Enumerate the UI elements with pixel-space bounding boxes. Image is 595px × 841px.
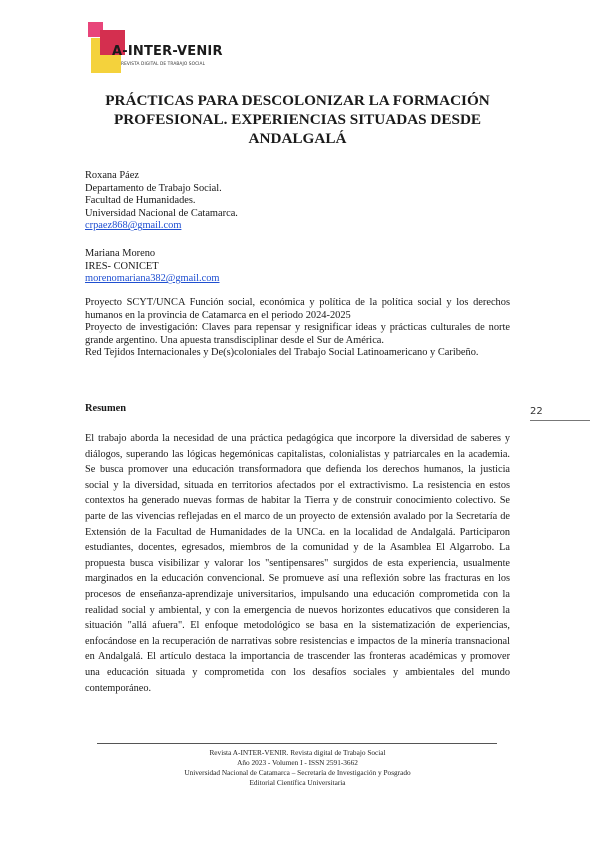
footer-line-publisher: Editorial Científica Universitaria bbox=[249, 778, 346, 787]
project-item: Red Tejidos Internacionales y De(s)coloniales del Trabajo Social Latinoamericano y Caribeño. bbox=[85, 347, 479, 359]
author-name: Mariana Moreno bbox=[85, 248, 156, 259]
author-affiliation: IRES- CONICET bbox=[85, 260, 159, 272]
title-line-2: PROFESIONAL. EXPERIENCIAS SITUADAS DESDE bbox=[113, 111, 482, 128]
abstract-heading: Resumen bbox=[85, 403, 126, 414]
project-item: Proyecto SCYT/UNCA Función social, económica y política de la política social y los derechos humanos en la provincia de Catamarca en el periodo 2024-2025 bbox=[85, 297, 510, 321]
author-affiliation: Facultad de Humanidades. bbox=[85, 195, 196, 207]
projects-block bbox=[85, 297, 510, 360]
author-email-link[interactable]: morenomariana382@gmail.com bbox=[85, 273, 220, 285]
journal-logo bbox=[88, 22, 223, 74]
author-block-2 bbox=[85, 248, 510, 286]
project-item: Proyecto de investigación: Claves para repensar y resignificar ideas y prácticas culturales de norte grande argentino. Una apuesta transdisciplinar desde el Sur de América. bbox=[85, 322, 510, 346]
abstract-body: El trabajo aborda la necesidad de una práctica pedagógica que incorpore la diversidad de saberes y diálogos, superando las lógicas hegemónicas capitalistas, colonialistas y patriarcales en la academia. Se busca promover una educación transformadora que defienda los derechos humanos, la justicia social y la diversidad, situada en territorios afectados por el extractivismo. La resistencia en estos contextos ha generado nuevas formas de habitar la Tierra y de construir conocimiento colectivo. Se parte de las vivencias reflejadas en el marco de un proyecto de extensión avalado por la Secretaría de Extensión de la Facultad de Humanidades de la UNCa. en la localidad de Andalgalá. Participaron estudiantes, docentes, egresados, miembros de la comunidad y de la Asamblea El Algarrobo. La propuesta busca visibilizar y valorar los "sentipensares" surgidos de esta experiencia, usualmente marginados en la educación convencional. Se promueve así una reflexión sobre las fracturas en los procesos de enseñanza-aprendizaje universitarios, impulsando una educación comprometida con la realidad social y ambiental, y con la emergencia de nuevos horizontes educativos que consideren la situación "allá afuera". El enfoque metodológico se basa en la sistematización de experiencias, enfocándose en la recuperación de narrativas sobre resistencias e impactos de la minería transnacional en Andalgalá. El artículo destaca la importancia de trascender las fronteras académicas y promover una educación situada y comprometida con los desafíos sociales y ambientales del mundo contemporáneo. bbox=[85, 433, 510, 694]
author-block-1 bbox=[85, 170, 510, 233]
page-number: 22 bbox=[530, 406, 543, 417]
footer-line-university: Universidad Nacional de Catamarca – Secretaría de Investigación y Posgrado bbox=[184, 768, 411, 777]
title-line-3: ANDALGALÁ bbox=[248, 130, 347, 147]
author-affiliation: Departamento de Trabajo Social. bbox=[85, 182, 222, 194]
author-email-link[interactable]: crpaez868@gmail.com bbox=[85, 220, 182, 232]
page-number-rule bbox=[530, 420, 590, 421]
logo-brand-name: A-INTER-VENIR bbox=[112, 44, 223, 59]
footer-divider bbox=[97, 743, 497, 744]
footer-line-issn: Año 2023 - Volumen I - ISSN 2591-3662 bbox=[237, 758, 358, 767]
page-footer bbox=[85, 748, 510, 788]
article-title bbox=[85, 91, 510, 148]
title-line-1: PRÁCTICAS PARA DESCOLONIZAR LA FORMACIÓN bbox=[105, 92, 490, 109]
author-affiliation: Universidad Nacional de Catamarca. bbox=[85, 207, 238, 219]
logo-tagline: REVISTA DIGITAL DE TRABAJO SOCIAL bbox=[121, 62, 206, 67]
footer-line-journal: Revista A-INTER-VENIR. Revista digital de Trabajo Social bbox=[209, 748, 386, 757]
author-name: Roxana Páez bbox=[85, 170, 139, 181]
